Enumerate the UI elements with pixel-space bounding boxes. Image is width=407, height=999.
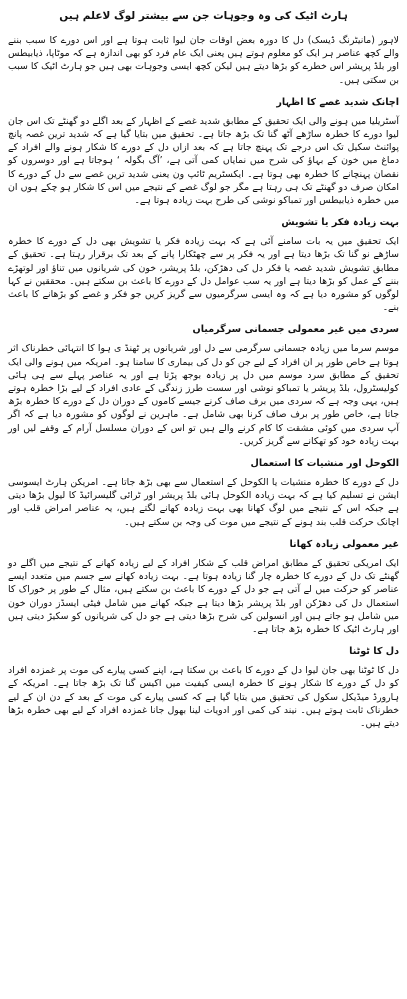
section-heading-overeating: غیر معمولی زیادہ کھانا xyxy=(289,538,399,550)
section-body-alcohol-drugs: دل کے دورے کا خطرہ منشیات یا الکوحل کے استعمال سے بھی بڑھ جاتا ہے۔ امریکن ہارٹ ایسوسی ایشن نے تسلیم کیا ہے کہ بہت زیادہ الکوحل ہائی بلڈ پریشر اور ٹرائی گلیسرائیڈ کا لیول بڑھا دیتی ہے جبکہ اس کے نتیجے میں لوگ کھانا بھی بہت زیادہ کھانے لگتے ہیں، یہ عناصر امراض قلب اور اچانک حرکت قلب بند ہونے کے نتیجے میں موت کی وجہ بن سکتے ہیں۔ xyxy=(8,477,399,528)
section-heading-cold-exertion: سردی میں غیر معمولی جسمانی سرگرمیاں xyxy=(192,324,399,336)
section-body-anger: آسٹریلیا میں ہونے والی ایک تحقیق کے مطابق شدید غصے کے اظہار کے بعد اگلے دو گھنٹے تک اس جان لیوا دورے کا خطرہ ساڑھے آٹھ گنا تک بڑھ جاتا ہے۔ تحقیق میں بتایا گیا ہے کہ شدید ترین غصہ پانچ پوائنٹ سکیل تک اس درجے تک پہنچ جاتا ہے کہ بعد ازاں دل کے دورے کا شکار ہونے والے افراد کے دماغ میں خون کے بہاؤ کی شرح میں نمایاں کمی آتی ہے، ’آگ بگولہ ‘ ہوجاتا ہے اور دوسروں کو نقصان پہنچانے کا خطرہ بھی ہوتا ہے۔ ایکسٹریم ٹائپ ون یعنی شدید ترین غصے سے دل کے دورے کا امکان صرف دو گھنٹے تک ہی رہتا ہے مگر جو لوگ غصے کے نتیجے میں اس کا شکار ہو چکے ہوں ان میں خطرہ ذیابیطس اور تمباکو نوشی کی طرح بہت زیادہ ہوتا ہے۔ xyxy=(8,115,399,207)
article-intro: لاہور (مانیٹرنگ ڈیسک) دل کا دورہ بعض اوقات جان لیوا ثابت ہوتا ہے اور اس دورے کا سبب بننے والے کچھ عناصر ہر ایک کو معلوم ہوتے ہیں یعنی ایک عام فرد کو بھی اندازہ ہے کہ موٹاپا، ذیابیطس اور بلڈ پریشر اس خطرے کو بڑھا دیتے ہیں لیکن کچھ ایسی وجوہات بھی ہیں جو ہارٹ اٹیک کا سبب بن سکتی ہیں۔ xyxy=(8,35,399,86)
section-body-heartbreak: دل کا ٹوٹنا بھی جان لیوا دل کے دورے کا باعث بن سکتا ہے، اپنے کسی پیارے کی موت پر غمزدہ افراد کو دل کے دورے کا شکار ہونے کا خطرہ ایسی کیفیت میں اکیس گنا تک بڑھ جاتا ہے۔ امریکہ کے ہارورڈ میڈیکل سکول کی تحقیق میں بتایا گیا ہے کہ کسی پیارے کی موت کے بعد کے دن ان کے لیے خطرناک ثابت ہوتے ہیں۔ نیند کی کمی اور ادویات لینا بھول جانا غمزدہ افراد کے لیے بھی خطرہ بڑھا دیتے ہیں۔ xyxy=(8,665,399,729)
section-heading-alcohol-drugs: الکوحل اور منشیات کا استعمال xyxy=(250,458,399,470)
article-title: ہارٹ اٹیک کی وہ وجوہات جن سے بیشتر لوگ لاعلم ہیں xyxy=(59,10,348,22)
section-heading-anxiety: بہت زیادہ فکر یا تشویش xyxy=(281,217,399,229)
section-heading-heartbreak: دل کا ٹوٹنا xyxy=(349,646,399,658)
section-heading-anger: اچانک شدید غصے کا اظہار xyxy=(276,96,399,108)
section-body-cold-exertion: موسم سرما میں زیادہ جسمانی سرگرمی سے دل اور شریانوں پر ٹھنڈ ی ہوا کا انتہائی خطرناک اثر ہوتا ہے خاص طور پر ان افراد کے لیے جن کو دل کی بیماری کا سامنا ہو۔ امریکہ میں ہونے والی ایک تحقیق کے مطابق سرد موسم میں دل پر زیادہ بوجھ پڑتا ہے اور یہ عناصر پہلے سے ہی ہائی کولیسٹرول، بلڈ پریشر یا تمباکو نوشی اور سست طرز زندگی کے عادی افراد کے لیے بڑا خطرہ ہوتے ہیں، یہی وجہ ہے کہ سردی میں برف صاف کرنے جیسے کاموں کے دوران دل کے دورے کا خطرہ بڑھ جاتا ہے، خاص طور پر برف صاف کرنا بھی شامل ہے۔ ماہرین نے لوگوں کو مشورہ دیا ہے کہ اگر آپ سردی میں کوئی مشقت کا کام کرنے والے ہیں تو اس کے دوران مسلسل آرام کے وقفے لیں اور بہت زیادہ خود کو تھکانے سے گریز کریں۔ xyxy=(8,343,399,447)
section-body-overeating: ایک امریکی تحقیق کے مطابق امراض قلب کے شکار افراد کے لیے زیادہ کھانے کے نتیجے میں اگلے دو گھنٹے تک دل کے دورے کا خطرہ چار گنا زیادہ ہوتا ہے۔ بہت زیادہ کھانے سے جسم میں متعدد ایسے عناصر کو حرکت میں لے آتی ہے جو دل کے دورے کا باعث بن سکتے ہیں، مثال کے طور پر خوراک کا استعمال دل کی دھڑکن اور بلڈ پریشر بڑھا دیتا ہے جبکہ کھانے میں شامل فیٹی ایسڈز دوران خون میں شامل ہو جاتے ہیں اور انسولین کی شرح بڑھا دیتی ہے جو دل کی شریانوں کو سکیڑ دیتی ہیں اور ہارٹ اٹیک کا خطرہ بڑھ جاتا ہے۔ xyxy=(8,557,399,635)
section-body-anxiety: ایک تحقیق میں یہ بات سامنے آئی ہے کہ بہت زیادہ فکر یا تشویش بھی دل کے دورے کا خطرہ ساڑھے نو گنا تک بڑھا دیتا ہے اور یہ فکر پر سے چھٹکارا پانے کے بعد تک برقرار رہتا ہے۔ تحقیق کے مطابق تشویش شدید غصہ یا فکر دل کی دھڑکن، بلڈ پریشر، خون کی شریانوں میں تناؤ اور لوتھڑے بننے کے عمل کو بڑھا دیتا ہے اور یہ سب عوامل دل کے دورے کا باعث بن سکتے ہیں۔ محققین نے کہا لوگوں کو مشورہ دیا ہے کہ وہ ایسی سرگرمیوں سے گریز کریں جو فکر و غصے کو بڑھانے کا باعث بنے۔ xyxy=(8,236,399,314)
